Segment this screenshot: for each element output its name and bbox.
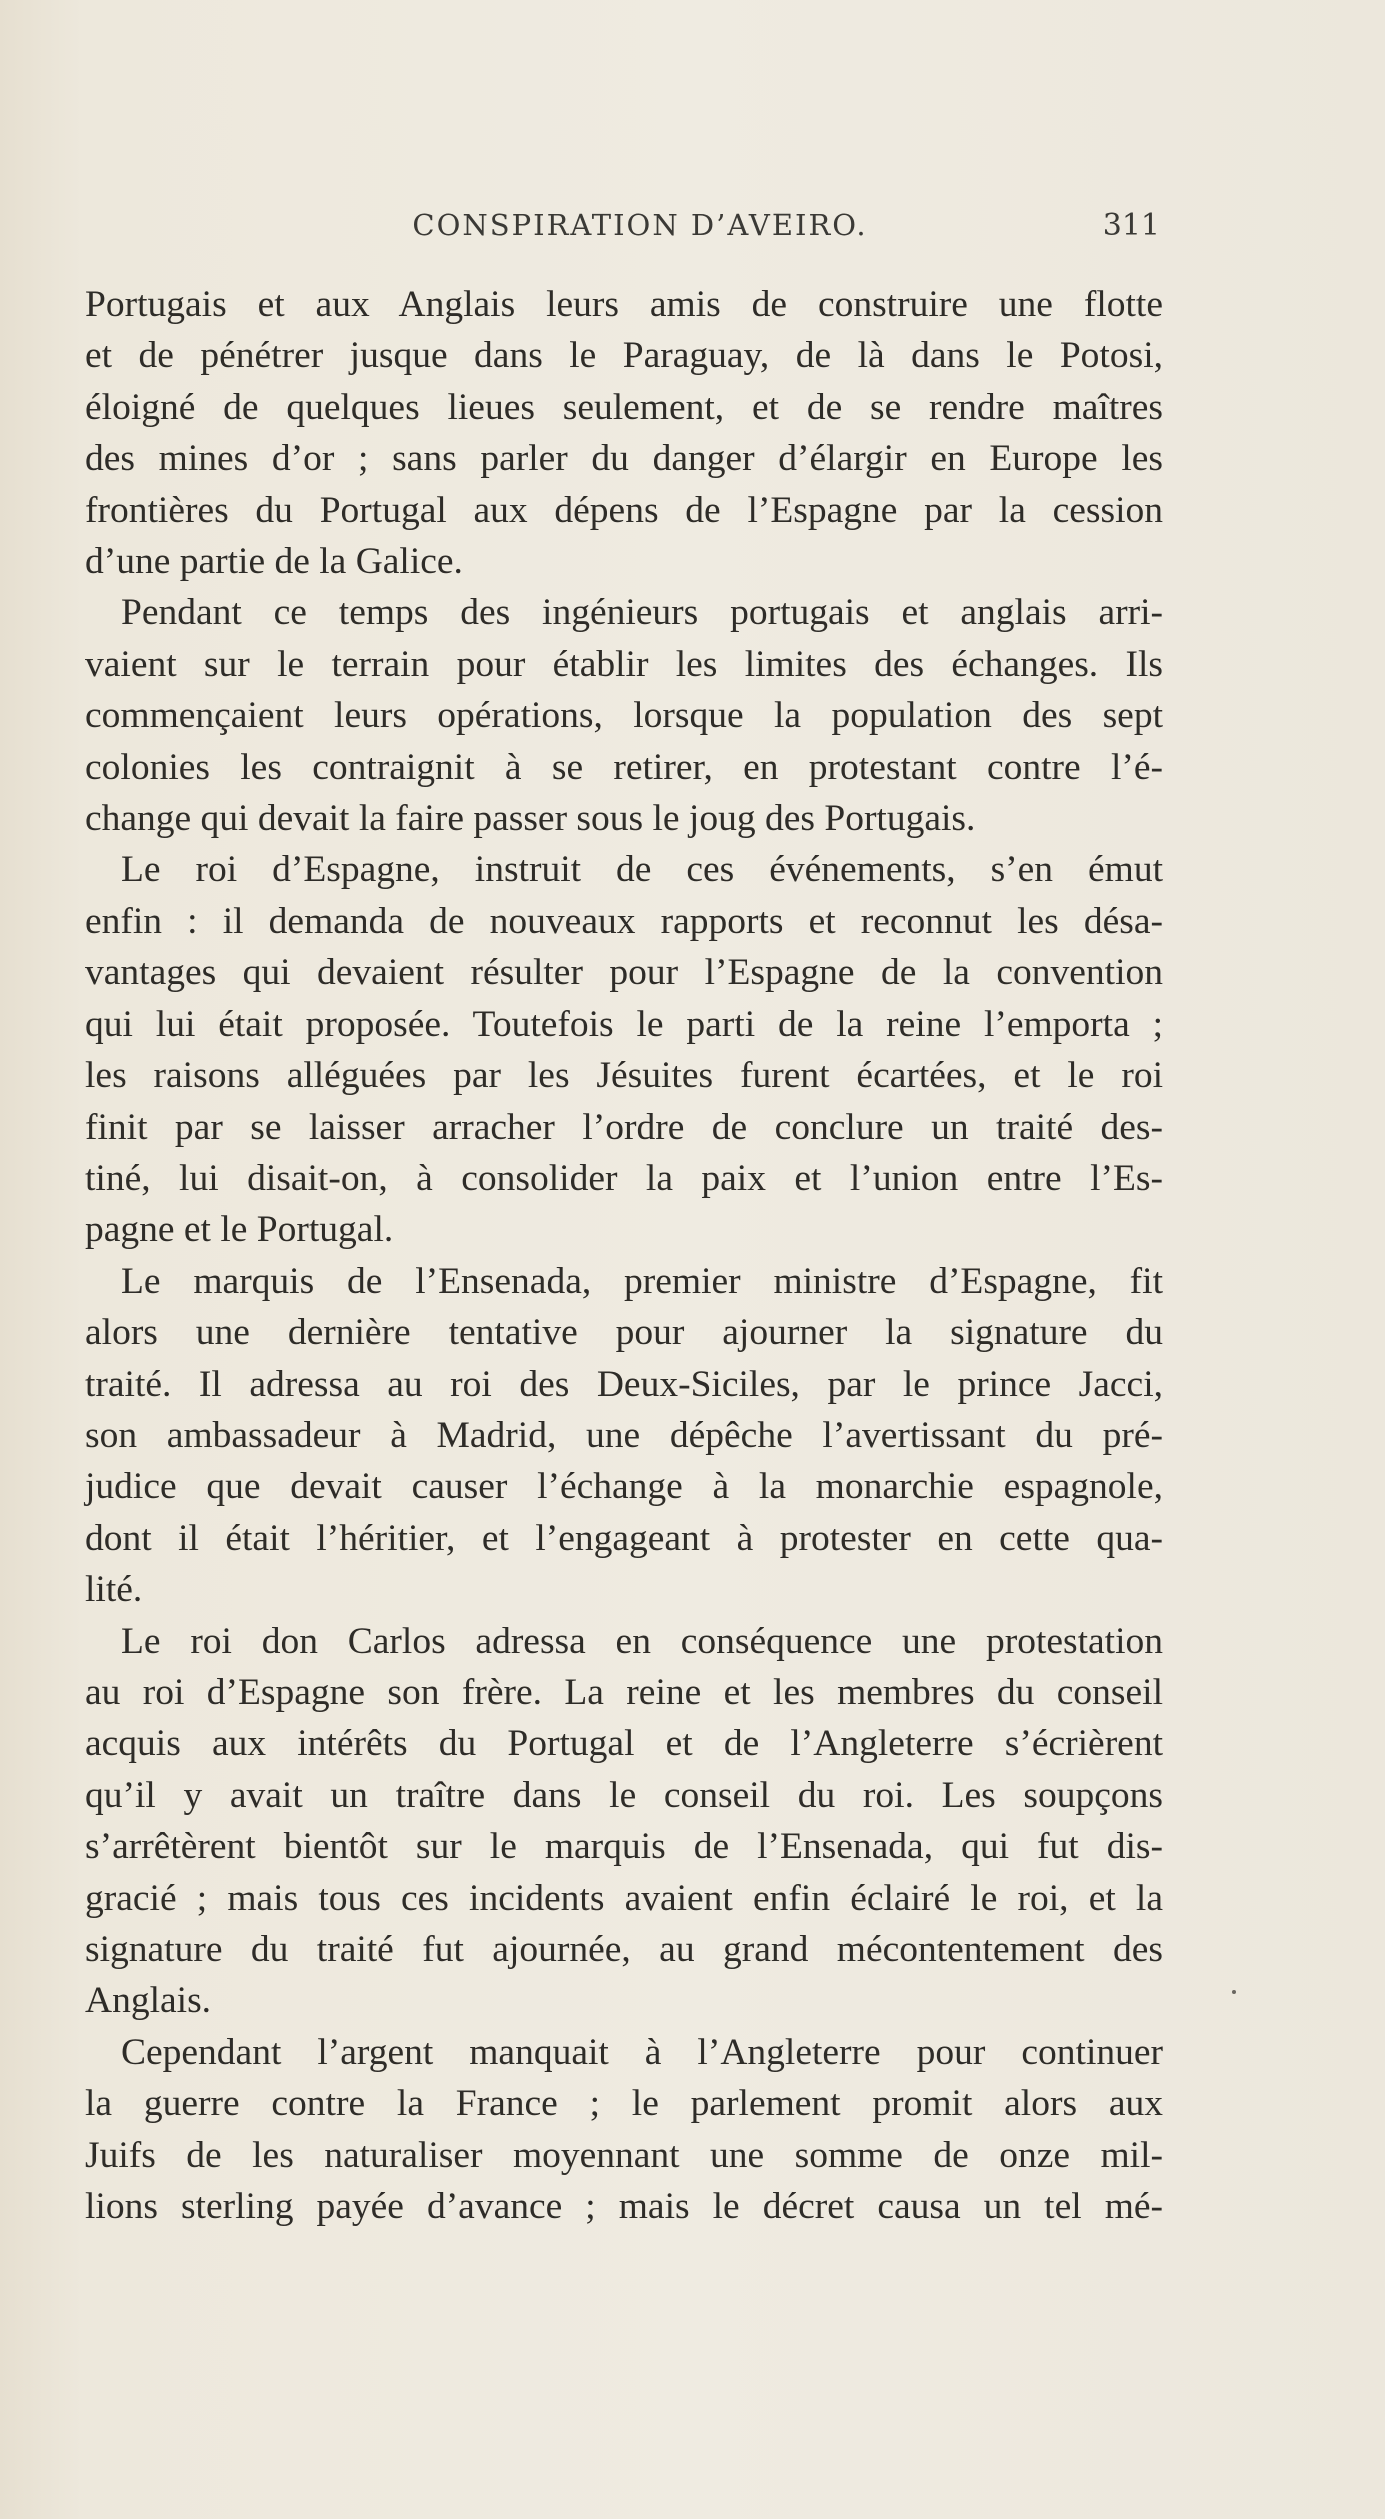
text-line: Le roi don Carlos adressa en conséquence une protestation bbox=[121, 1620, 1163, 1662]
text-line: vantages qui devaient résulter pour l’Espagne de la convention bbox=[85, 952, 1163, 994]
text-line: dont il était l’héritier, et l’engageant à protester en cette qua- bbox=[85, 1517, 1163, 1559]
text-line: Portugais et aux Anglais leurs amis de construire une flotte bbox=[85, 284, 1163, 325]
text-line: et de pénétrer jusque dans le Paraguay, de là dans le Potosi, bbox=[85, 335, 1163, 377]
text-line: qu’il y avait un traître dans le conseil du roi. Les soupçons bbox=[85, 1774, 1163, 1816]
text-line: Cependant l’argent manquait à l’Angleterre pour continuer bbox=[121, 2031, 1163, 2073]
text-line: éloigné de quelques lieues seulement, et de se rendre maîtres bbox=[85, 386, 1163, 428]
text-line: des mines d’or ; sans parler du danger d’élargir en Europe les bbox=[85, 438, 1163, 480]
text-line: vaient sur le terrain pour établir les limites des échanges. Ils bbox=[85, 643, 1163, 685]
text-line: acquis aux intérêts du Portugal et de l’Angleterre s’écrièrent bbox=[85, 1723, 1163, 1765]
text-line: qui lui était proposée. Toutefois le parti de la reine l’emporta ; bbox=[85, 1003, 1163, 1045]
text-line: les raisons alléguées par les Jésuites furent écartées, et le roi bbox=[85, 1055, 1163, 1097]
text-line: lité. bbox=[85, 1569, 143, 1611]
text-line: signature du traité fut ajournée, au grand mécontentement des bbox=[85, 1929, 1163, 1970]
text-line: au roi d’Espagne son frère. La reine et les membres du conseil bbox=[85, 1671, 1163, 1713]
text-line: finit par se laisser arracher l’ordre de conclure un traité des- bbox=[85, 1106, 1163, 1148]
text-line: Pendant ce temps des ingénieurs portugais et anglais arri- bbox=[121, 592, 1163, 634]
text-line: son ambassadeur à Madrid, une dépêche l’avertissant du pré- bbox=[85, 1414, 1163, 1456]
text-line: alors une dernière tentative pour ajourner la signature du bbox=[85, 1312, 1163, 1354]
text-line: d’une partie de la Galice. bbox=[85, 541, 463, 583]
text-line: Juifs de les naturaliser moyennant une somme de onze mil- bbox=[85, 2134, 1163, 2176]
text-line: Anglais. bbox=[85, 1980, 212, 2022]
text-line: tiné, lui disait-on, à consolider la paix et l’union entre l’Es- bbox=[85, 1157, 1163, 1199]
text-line: Le marquis de l’Ensenada, premier ministre d’Espagne, fit bbox=[121, 1260, 1163, 1302]
margin-speck bbox=[1232, 1990, 1236, 1994]
running-head bbox=[120, 200, 1160, 250]
text-line: change qui devait la faire passer sous le joug des Portugais. bbox=[85, 798, 976, 840]
text-line: colonies les contraignit à se retirer, en protestant contre l’é- bbox=[85, 746, 1163, 788]
text-line: enfin : il demanda de nouveaux rapports et reconnut les désa- bbox=[85, 900, 1163, 942]
text-line: traité. Il adressa au roi des Deux-Siciles, par le prince Jacci, bbox=[85, 1363, 1163, 1405]
text-line: pagne et le Portugal. bbox=[85, 1209, 394, 1251]
text-line: la guerre contre la France ; le parlement promit alors aux bbox=[85, 2083, 1163, 2125]
text-line: commençaient leurs opérations, lorsque la population des sept bbox=[85, 695, 1163, 737]
text-line: lions sterling payée d’avance ; mais le décret causa un tel mé- bbox=[85, 2186, 1163, 2228]
text-line: Le roi d’Espagne, instruit de ces événements, s’en émut bbox=[121, 849, 1163, 891]
text-line: s’arrêtèrent bientôt sur le marquis de l’Ensenada, qui fut dis- bbox=[85, 1826, 1163, 1868]
text-line: frontières du Portugal aux dépens de l’Espagne par la cession bbox=[85, 489, 1163, 531]
text-line: gracié ; mais tous ces incidents avaient enfin éclairé le roi, et la bbox=[85, 1877, 1163, 1919]
chapter-title: CONSPIRATION D’AVEIRO. bbox=[412, 208, 868, 242]
text-line: judice que devait causer l’échange à la monarchie espagnole, bbox=[85, 1466, 1163, 1508]
body-text bbox=[85, 279, 1163, 2232]
page-number: 311 bbox=[1102, 208, 1160, 243]
